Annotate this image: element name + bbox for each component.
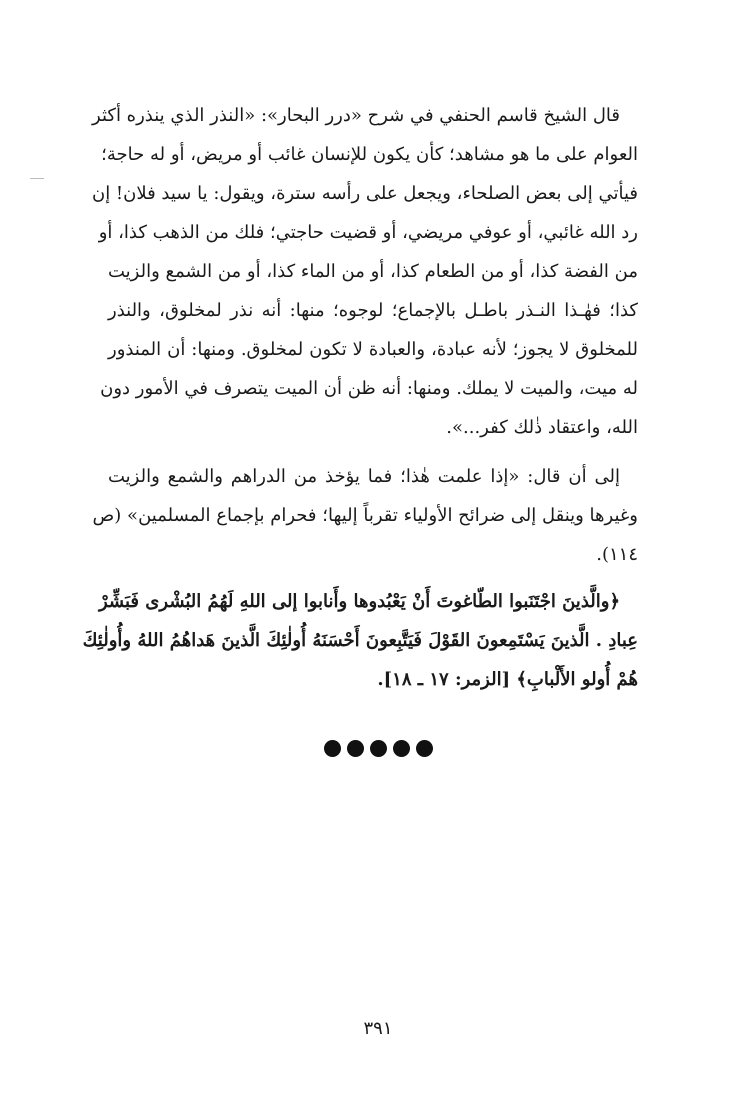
text-line: فيأتي إلى بعض الصلحاء، ويجعل على رأسه سترة، ويقول: يا سيد فلان! إن	[91, 183, 638, 204]
text-line: إلى أن قال: «إذا علمت هٰذا؛ فما يؤخذ من الدراهم والشمع والزيت	[108, 466, 620, 487]
separator-dot	[324, 740, 341, 757]
separator-dot	[393, 740, 410, 757]
text-line: كذا؛ فهٰـذا النـذر باطـل بالإجماع؛ لوجوه؛ منها: أنه نذر لمخلوق، والنذر	[108, 300, 638, 321]
quran-verse	[82, 582, 638, 699]
paragraph-quote-qasim	[91, 96, 638, 447]
text-line: ﴿والَّذينَ اجْتَنَبوا الطّاغوتَ أَنْ يَعْبُدوها وأَنابوا إلى اللهِ لَهُمُ البُشْرى فَبَشِّرْ	[99, 591, 620, 612]
separator-dot	[347, 740, 364, 757]
section-separator	[0, 740, 756, 757]
text-line: هُمْ أُولو الأَلْبابِ﴾ [الزمر: ١٧ ـ ١٨].	[377, 669, 638, 690]
text-line: من الفضة كذا، أو من الطعام كذا، أو من الماء كذا، أو من الشمع والزيت	[108, 261, 638, 282]
text-line: الله، واعتقاد ذٰلك كفر...».	[446, 417, 638, 438]
text-line: عِبادِ . الَّذينَ يَسْتَمِعونَ القَوْلَ فَيَتَّبِعونَ أَحْسَنَهُ أُولٰئِكَ الَّذينَ هَداهُمُ اللهُ وأُولٰئِكَ	[82, 630, 638, 651]
separator-dot	[416, 740, 433, 757]
text-line: العوام على ما هو مشاهد؛ كأن يكون للإنسان غائب أو مريض، أو له حاجة؛	[101, 144, 638, 165]
margin-mark	[30, 178, 44, 179]
text-line: رد الله غائبي، أو عوفي مريضي، أو قضيت حاجتي؛ فلك من الذهب كذا، أو	[98, 222, 638, 243]
page-number: ٣٩١	[363, 1018, 393, 1039]
text-line: وغيرها وينقل إلى ضرائح الأولياء تقرباً إليها؛ فحرام بإجماع المسلمين» (ص	[92, 505, 638, 526]
text-line: له ميت، والميت لا يملك. ومنها: أنه ظن أن الميت يتصرف في الأمور دون	[100, 378, 638, 399]
text-line: للمخلوق لا يجوز؛ لأنه عبادة، والعبادة لا تكون لمخلوق. ومنها: أن المنذور	[108, 339, 638, 360]
text-line: قال الشيخ قاسم الحنفي في شرح «درر البحار»: «النذر الذي ينذره أكثر	[92, 105, 620, 126]
text-line: ١١٤).	[596, 544, 638, 565]
separator-dot	[370, 740, 387, 757]
paragraph-continuation	[92, 457, 638, 574]
